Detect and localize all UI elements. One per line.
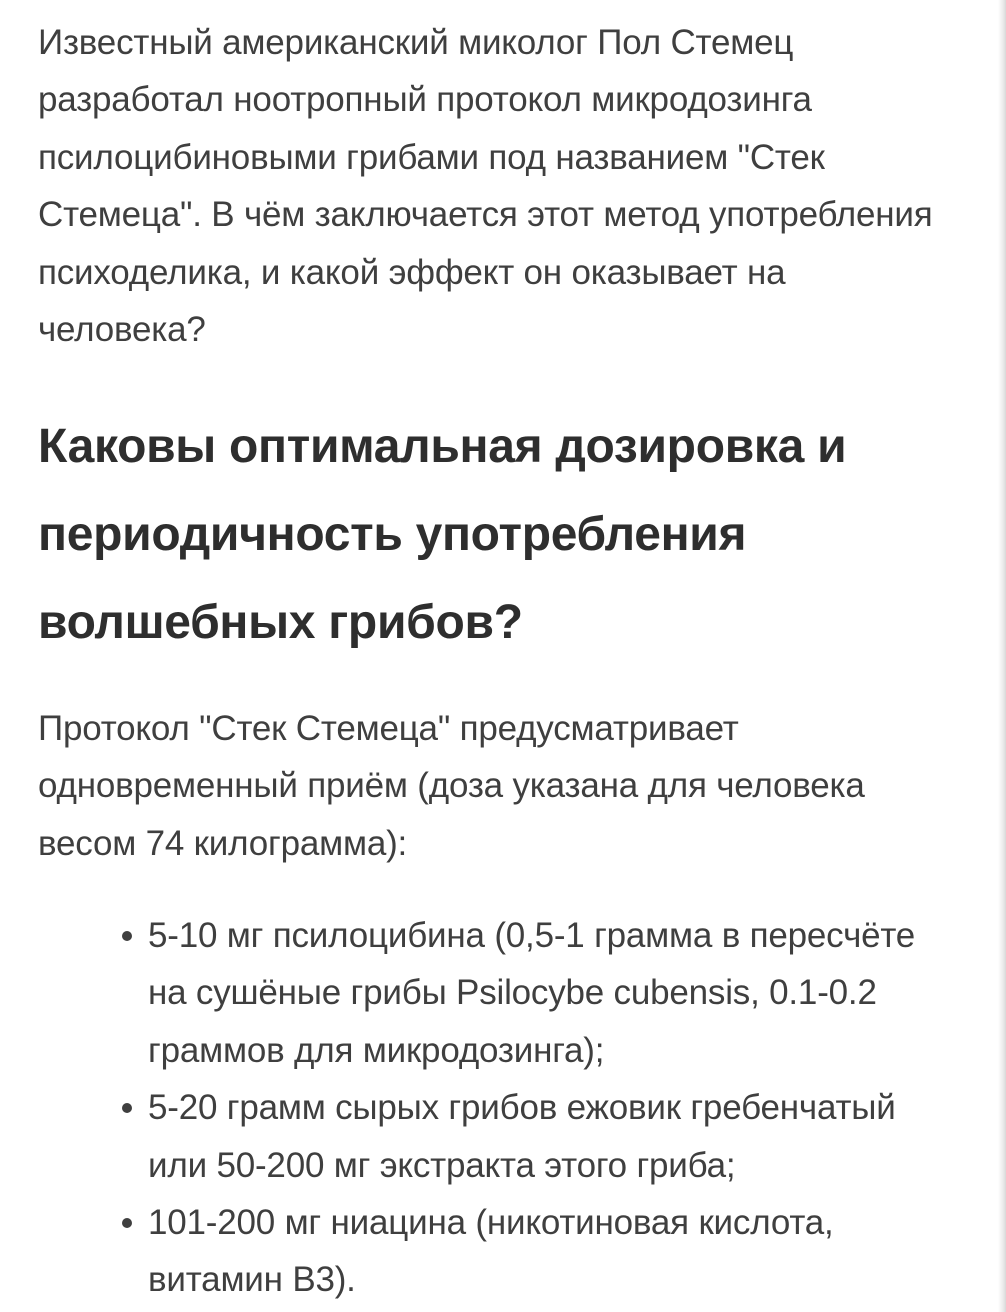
list-item-text: 5-10 мг псилоцибина (0,5-1 грамма в пересчёте на сушёные грибы Psilocybe cubensis, 0.1-0.2 граммов для микродозинга); bbox=[148, 916, 916, 1070]
protocol-paragraph: Протокол "Стек Стемеца" предусматривает одновременный приём (доза указана для человека весом 74 килограмма): bbox=[38, 709, 865, 863]
bullet-icon bbox=[122, 1103, 132, 1113]
list-item-text: 101-200 мг ниацина (никотиновая кислота, витамин B3). bbox=[148, 1203, 834, 1300]
list-item bbox=[148, 907, 958, 1079]
list-item bbox=[148, 1079, 958, 1194]
list-item bbox=[148, 1194, 958, 1309]
bullet-icon bbox=[122, 931, 132, 941]
intro-paragraph: Известный американский миколог Пол Стемец разработал ноотропный протокол микродозинга псилоцибиновыми грибами под названием "Стек Стемеца". В чём заключается этот метод употребления психоделика, и какой эффект он оказывает на человека? bbox=[38, 23, 933, 350]
dosage-list bbox=[148, 907, 958, 1309]
section-heading: Каковы оптимальная дозировка и периодичность употребления волшебных грибов? bbox=[38, 420, 847, 649]
bullet-icon bbox=[122, 1218, 132, 1228]
page-edge-shadow bbox=[998, 0, 1006, 1312]
list-item-text: 5-20 грамм сырых грибов ежовик гребенчатый или 50-200 мг экстракта этого гриба; bbox=[148, 1088, 896, 1185]
